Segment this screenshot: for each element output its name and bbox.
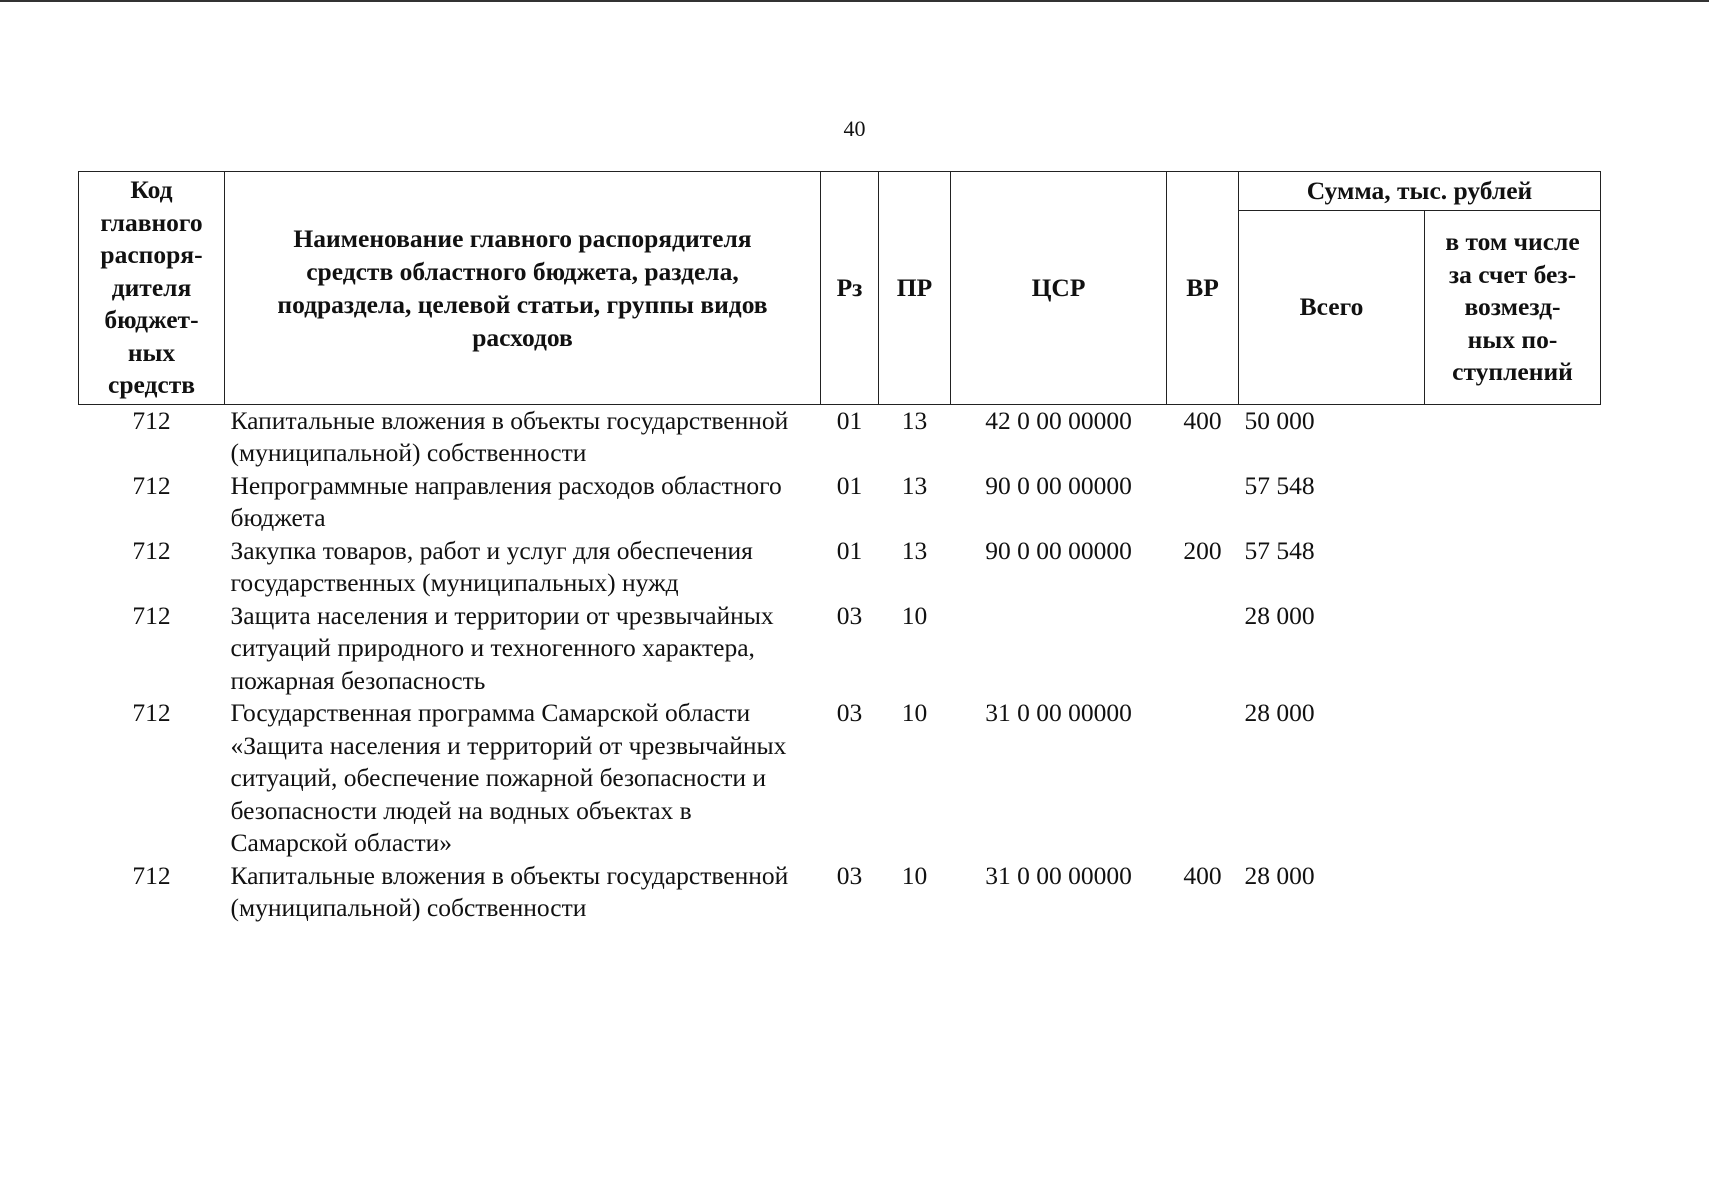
- header-csr: ЦСР: [951, 172, 1167, 405]
- cell-name: Закупка товаров, работ и услуг для обеспечения государственных (муниципальных) нужд: [230, 535, 753, 597]
- table-row: [79, 600, 1601, 698]
- cell-csr: 31 0 00 00000: [985, 860, 1132, 890]
- cell-code: 712: [132, 600, 171, 630]
- cell-csr: 90 0 00 00000: [985, 535, 1132, 565]
- header-name: [225, 172, 821, 405]
- cell-name: Капитальные вложения в объекты государственной (муниципальной) собственности: [230, 405, 789, 467]
- cell-total: 28 000: [1244, 860, 1315, 890]
- cell-pr: 10: [901, 860, 928, 890]
- cell-rz: 03: [836, 600, 863, 630]
- cell-name: Капитальные вложения в объекты государственной (муниципальной) собственности: [230, 860, 789, 922]
- cell-vr: [1167, 600, 1239, 698]
- cell-pr: 13: [901, 470, 928, 500]
- header-code-line: бюджет-: [104, 305, 199, 334]
- header-free-line: возмезд-: [1464, 292, 1561, 321]
- header-name-line: расходов: [472, 322, 573, 352]
- header-code-line: Код: [130, 175, 173, 204]
- cell-rz: 01: [836, 535, 863, 565]
- cell-rz: 03: [836, 698, 863, 727]
- header-name-line: Наименование главного распорядителя: [293, 223, 752, 253]
- header-name-line: подраздела, целевой статьи, группы видов: [277, 289, 768, 319]
- cell-code: 712: [132, 535, 171, 565]
- cell-vr: 400: [1183, 860, 1222, 890]
- cell-name: Непрограммные направления расходов областного бюджета: [230, 470, 782, 532]
- cell-total: 57 548: [1244, 535, 1315, 565]
- cell-pr: 10: [901, 600, 928, 630]
- header-code-line: дителя: [111, 272, 192, 302]
- cell-vr: [1167, 697, 1239, 860]
- top-rule: [0, 0, 1709, 2]
- page-number: 40: [843, 116, 866, 141]
- cell-csr: 90 0 00 00000: [985, 470, 1132, 500]
- cell-rz: 01: [836, 405, 863, 435]
- budget-table: [78, 171, 1601, 925]
- cell-free: [1425, 860, 1601, 925]
- cell-name: Защита населения и территории от чрезвычайных ситуаций природного и техногенного характера, пожарная безопасность: [230, 600, 774, 695]
- cell-vr: 200: [1183, 535, 1222, 565]
- table-row: [79, 535, 1601, 600]
- header-free-line: за счет без-: [1448, 259, 1577, 289]
- header-sum: Сумма, тыс. рублей: [1239, 172, 1601, 211]
- table-row: [79, 860, 1601, 925]
- cell-total: 28 000: [1244, 600, 1315, 630]
- cell-code: 712: [132, 860, 171, 890]
- cell-rz: 03: [836, 860, 863, 890]
- cell-free: [1425, 404, 1601, 470]
- cell-pr: 13: [901, 535, 928, 565]
- cell-free: [1425, 470, 1601, 535]
- header-code: [79, 172, 225, 405]
- header-code-line: средств: [108, 370, 195, 399]
- cell-rz: 01: [836, 470, 863, 500]
- table-row: [79, 697, 1601, 860]
- header-free-line: ступлений: [1452, 357, 1573, 386]
- header-name-line: средств областного бюджета, раздела,: [306, 256, 739, 286]
- cell-csr: [951, 600, 1167, 698]
- cell-code: 712: [132, 470, 171, 500]
- cell-vr: [1167, 470, 1239, 535]
- cell-vr: 400: [1183, 405, 1222, 435]
- header-code-line: главного: [100, 207, 203, 237]
- cell-free: [1425, 535, 1601, 600]
- table-row: [79, 470, 1601, 535]
- cell-code: 712: [132, 405, 171, 435]
- table-body: [79, 404, 1601, 925]
- cell-name: Государственная программа Самарской области «Защита населения и территорий от чрезвычайных ситуаций, обеспечение пожарной безопасности и безопасности людей на водных объектах в Самарской области»: [230, 698, 787, 857]
- table-row: [79, 404, 1601, 470]
- header-code-line: ных: [127, 337, 176, 367]
- header-row-1: [79, 172, 1601, 211]
- table-header: [79, 172, 1601, 405]
- header-code-line: распоря-: [100, 240, 203, 269]
- cell-csr: 31 0 00 00000: [985, 698, 1132, 727]
- cell-total: 28 000: [1244, 698, 1315, 727]
- cell-free: [1425, 697, 1601, 860]
- cell-total: 57 548: [1244, 470, 1315, 500]
- header-free-line: в том числе: [1445, 227, 1580, 256]
- cell-code: 712: [132, 698, 171, 727]
- header-rz: Рз: [821, 172, 879, 405]
- header-pr: ПР: [879, 172, 951, 405]
- header-free-line: ных по-: [1467, 324, 1558, 354]
- cell-total: 50 000: [1244, 405, 1315, 435]
- cell-pr: 13: [901, 405, 928, 435]
- cell-free: [1425, 600, 1601, 698]
- cell-csr: 42 0 00 00000: [985, 405, 1132, 435]
- cell-pr: 10: [901, 698, 928, 727]
- header-total: Всего: [1239, 211, 1425, 405]
- header-free: [1425, 211, 1601, 405]
- header-vr: ВР: [1167, 172, 1239, 405]
